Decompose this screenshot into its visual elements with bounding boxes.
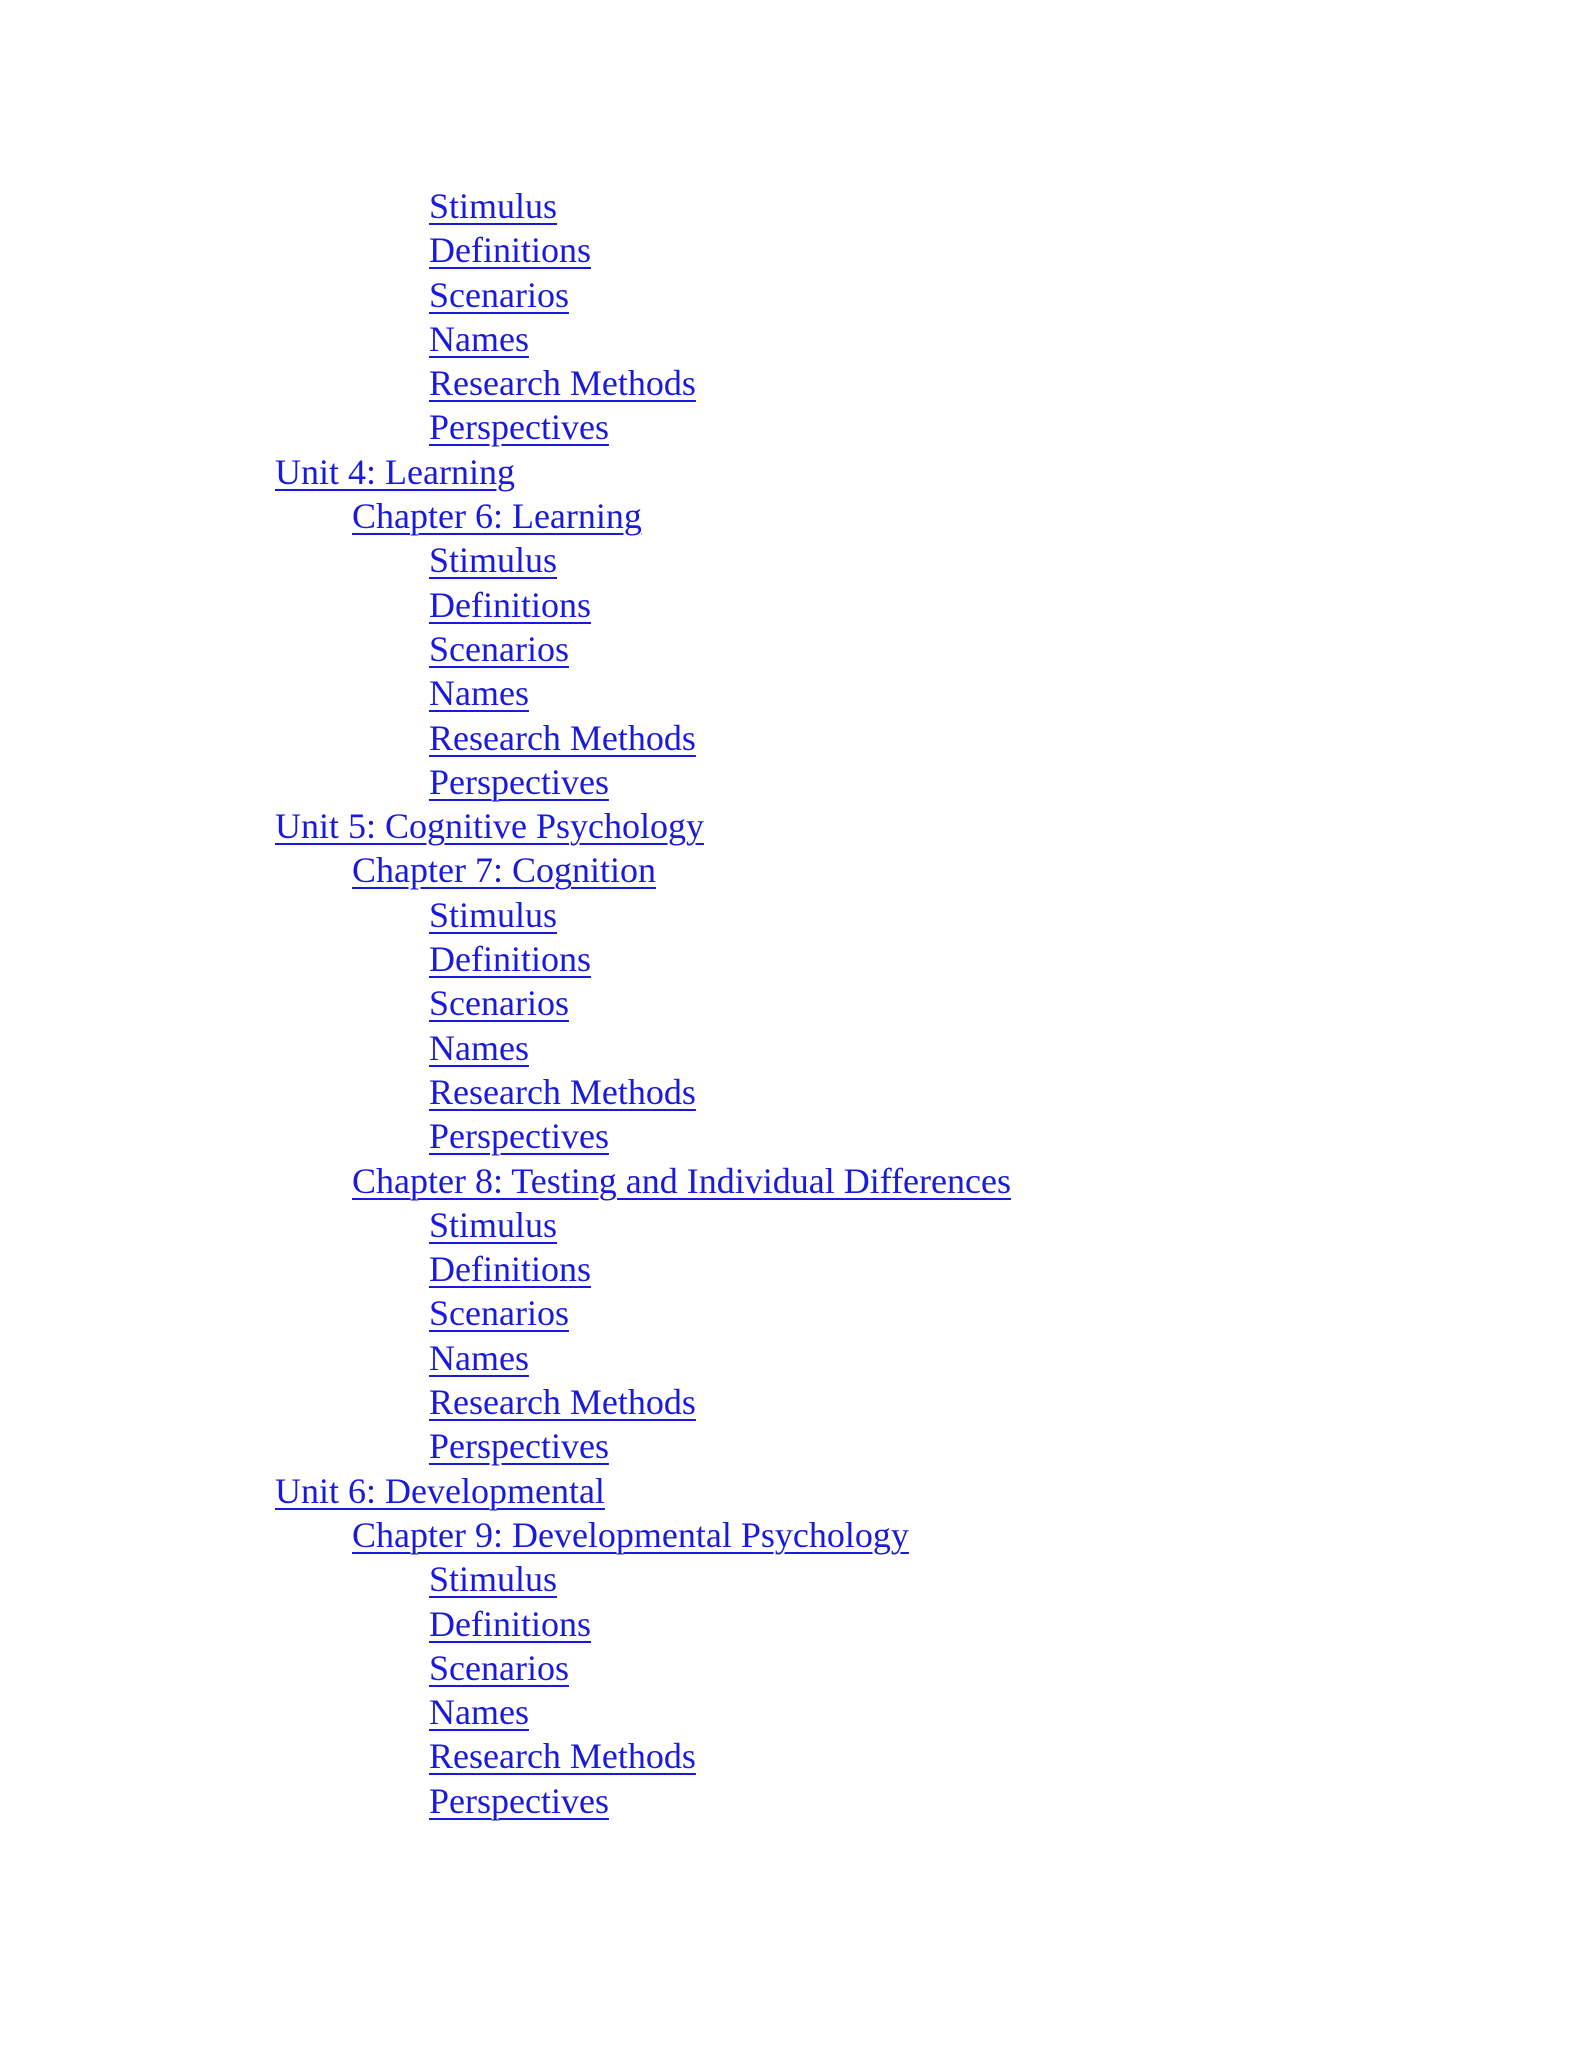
toc-section-row xyxy=(0,317,1582,361)
toc-section-link[interactable]: Scenarios xyxy=(429,1647,569,1688)
toc-section-row xyxy=(0,538,1582,582)
toc-section-row xyxy=(0,1203,1582,1247)
toc-section-row xyxy=(0,228,1582,272)
toc-section-row xyxy=(0,1557,1582,1601)
toc-section-link[interactable]: Perspectives xyxy=(429,761,609,802)
toc-section-link[interactable]: Stimulus xyxy=(429,1559,558,1600)
toc-unit-row xyxy=(0,1469,1582,1513)
toc-section-link[interactable]: Names xyxy=(429,1337,529,1378)
toc-section-link[interactable]: Scenarios xyxy=(429,983,569,1024)
toc-section-link[interactable]: Stimulus xyxy=(429,894,558,935)
toc-section-link[interactable]: Definitions xyxy=(429,584,591,625)
toc-section-row xyxy=(0,716,1582,760)
toc-section-link[interactable]: Definitions xyxy=(429,939,591,980)
toc-section-row xyxy=(0,1424,1582,1468)
toc-section-row xyxy=(0,1779,1582,1823)
toc-section-link[interactable]: Names xyxy=(429,1692,529,1733)
toc-section-row xyxy=(0,1646,1582,1690)
toc-section-row xyxy=(0,583,1582,627)
toc-section-row xyxy=(0,1380,1582,1424)
toc-section-link[interactable]: Research Methods xyxy=(429,717,696,758)
toc-section-row xyxy=(0,627,1582,671)
table-of-contents xyxy=(0,184,1582,1823)
toc-section-link[interactable]: Research Methods xyxy=(429,1071,696,1112)
toc-unit-link[interactable]: Unit 5: Cognitive Psychology xyxy=(275,806,705,847)
toc-chapter-link[interactable]: Chapter 7: Cognition xyxy=(352,850,656,891)
toc-section-link[interactable]: Names xyxy=(429,1027,529,1068)
toc-unit-link[interactable]: Unit 6: Developmental xyxy=(275,1470,605,1511)
toc-section-row xyxy=(0,273,1582,317)
toc-section-row xyxy=(0,981,1582,1025)
toc-section-link[interactable]: Stimulus xyxy=(429,1204,558,1245)
toc-chapter-row xyxy=(0,848,1582,892)
toc-chapter-row xyxy=(0,1513,1582,1557)
toc-section-link[interactable]: Definitions xyxy=(429,230,591,271)
toc-section-link[interactable]: Definitions xyxy=(429,1603,591,1644)
toc-chapter-link[interactable]: Chapter 6: Learning xyxy=(352,496,642,537)
toc-chapter-row xyxy=(0,1159,1582,1203)
toc-section-row xyxy=(0,1291,1582,1335)
toc-section-row xyxy=(0,184,1582,228)
toc-section-row xyxy=(0,671,1582,715)
toc-section-link[interactable]: Scenarios xyxy=(429,628,569,669)
toc-section-link[interactable]: Perspectives xyxy=(429,1426,609,1467)
toc-section-link[interactable]: Stimulus xyxy=(429,186,558,226)
toc-chapter-link[interactable]: Chapter 9: Developmental Psychology xyxy=(352,1514,909,1555)
toc-chapter-link[interactable]: Chapter 8: Testing and Individual Differences xyxy=(352,1160,1011,1201)
toc-section-row xyxy=(0,1336,1582,1380)
toc-section-link[interactable]: Scenarios xyxy=(429,1293,569,1334)
toc-unit-link[interactable]: Unit 4: Learning xyxy=(275,451,515,492)
toc-unit-row xyxy=(0,450,1582,494)
toc-section-link[interactable]: Research Methods xyxy=(429,1382,696,1423)
toc-section-link[interactable]: Perspectives xyxy=(429,1116,609,1157)
toc-section-link[interactable]: Research Methods xyxy=(429,1736,696,1777)
toc-section-row xyxy=(0,1247,1582,1291)
toc-section-row xyxy=(0,1734,1582,1778)
toc-section-link[interactable]: Definitions xyxy=(429,1249,591,1290)
toc-section-link[interactable]: Stimulus xyxy=(429,540,558,581)
toc-section-row xyxy=(0,361,1582,405)
toc-section-link[interactable]: Perspectives xyxy=(429,1780,609,1821)
toc-section-row xyxy=(0,760,1582,804)
toc-section-row xyxy=(0,1114,1582,1158)
toc-section-link[interactable]: Perspectives xyxy=(429,407,609,448)
toc-section-row xyxy=(0,937,1582,981)
toc-chapter-row xyxy=(0,494,1582,538)
toc-section-link[interactable]: Names xyxy=(429,318,529,359)
toc-section-link[interactable]: Scenarios xyxy=(429,274,569,315)
toc-section-link[interactable]: Research Methods xyxy=(429,363,696,404)
toc-section-row xyxy=(0,893,1582,937)
toc-unit-row xyxy=(0,804,1582,848)
toc-section-row xyxy=(0,1070,1582,1114)
toc-section-row xyxy=(0,1690,1582,1734)
toc-section-row xyxy=(0,1026,1582,1070)
toc-section-row xyxy=(0,405,1582,449)
toc-section-link[interactable]: Names xyxy=(429,673,529,714)
toc-section-row xyxy=(0,1602,1582,1646)
